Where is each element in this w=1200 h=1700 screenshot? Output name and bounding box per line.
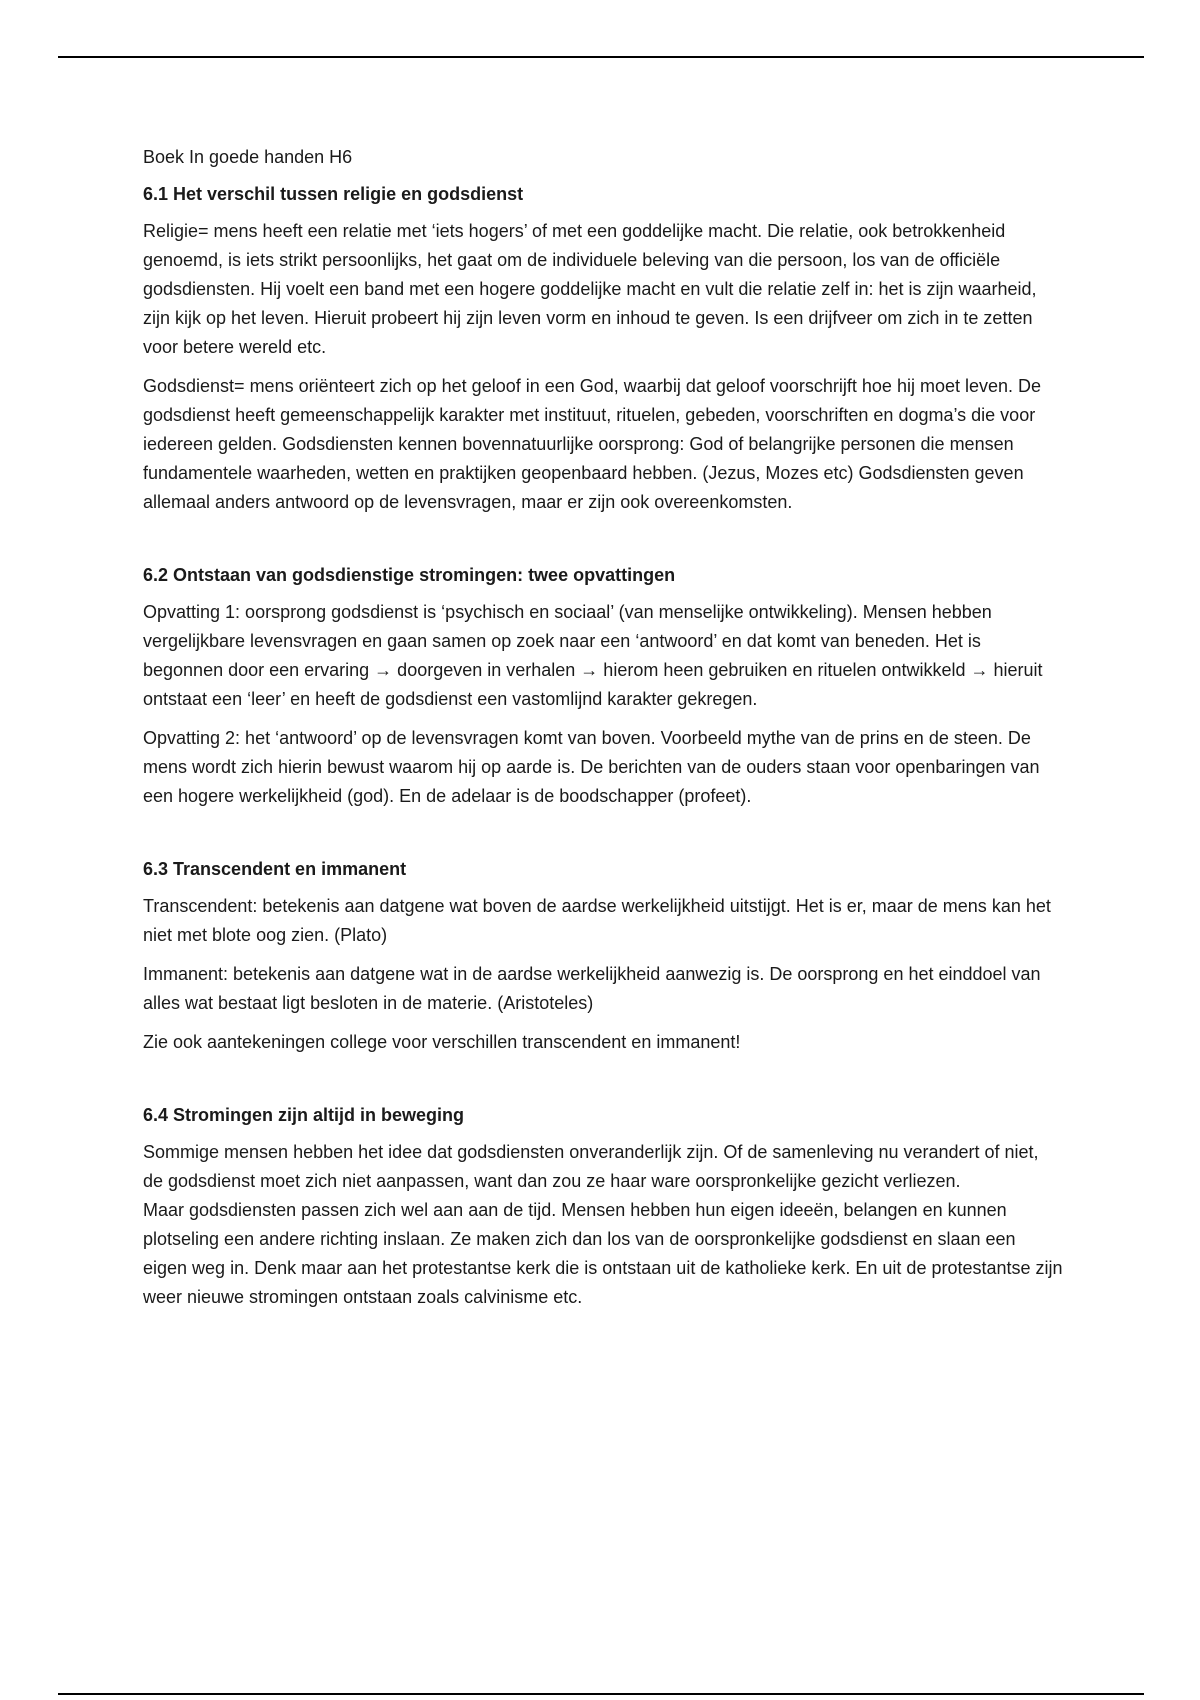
paragraph-aanpassen: Maar godsdiensten passen zich wel aan aan de tijd. Mensen hebben hun eigen ideeën, belangen en kunnen plotseling een andere richting inslaan. Ze maken zich dan los van de oorspronkelijke godsdienst en slaan een eigen weg in. Denk maar aan het protestantse kerk die is ontstaan uit de katholieke kerk. En uit de protestantse zijn weer nieuwe stromingen ontstaan zoals calvinisme etc. <box>143 1200 1063 1307</box>
section-6-3 <box>143 855 1063 1057</box>
section-heading: 6.2 Ontstaan van godsdienstige stromingen: twee opvattingen <box>143 565 676 585</box>
paragraph-godsdienst: Godsdienst= mens oriënteert zich op het geloof in een God, waarbij dat geloof voorschrijft hoe hij moet leven. De godsdienst heeft gemeenschappelijk karakter met instituut, rituelen, gebeden, voorschriften en dogma’s die voor iedereen gelden. Godsdiensten kennen bovennatuurlijke oorsprong: God of belangrijke personen die mensen fundamentele waarheden, wetten en praktijken geopenbaard hebben. (Jezus, Mozes etc) Godsdiensten geven allemaal anders antwoord op de levensvragen, maar er zijn ook overeenkomsten. <box>143 376 1042 512</box>
page-bottom-rule <box>58 1693 1144 1695</box>
paragraph-immanent: Immanent: betekenis aan datgene wat in de aardse werkelijkheid aanwezig is. De oorsprong en het einddoel van alles wat bestaat ligt besloten in de materie. (Aristoteles) <box>143 964 1041 1013</box>
section-6-2 <box>143 561 1063 811</box>
paragraph-opvatting-1: Opvatting 1: oorsprong godsdienst is ‘psychisch en sociaal’ (van menselijke ontwikkeling). Mensen hebben vergelijkbare levensvragen en gaan samen op zoek naar een ‘antwoord’ en dat komt van beneden. Het is begonnen door een ervaring → doorgeven in verhalen → hierom heen gebruiken en rituelen ontwikkeld → hieruit ontstaat een ‘leer’ en heeft de godsdienst een vastomlijnd karakter gekregen. <box>143 602 1043 709</box>
section-6-4 <box>143 1101 1063 1312</box>
paragraph-onveranderlijk: Sommige mensen hebben het idee dat godsdiensten onveranderlijk zijn. Of de samenleving nu verandert of niet, de godsdienst moet zich niet aanpassen, want dan zou ze haar ware oorspronkelijke gezicht verliezen. <box>143 1142 1039 1191</box>
paragraph-religie: Religie= mens heeft een relatie met ‘iets hogers’ of met een goddelijke macht. Die relatie, ook betrokkenheid genoemd, is iets strikt persoonlijks, het gaat om de individuele beleving van die persoon, los van de officiële godsdiensten. Hij voelt een band met een hogere goddelijke macht en vult die relatie zelf in: het is zijn waarheid, zijn kijk op het leven. Hieruit probeert hij zijn leven vorm en inhoud te geven. Is een drijfveer om zich in te zetten voor betere wereld etc. <box>143 221 1037 357</box>
paragraph-note: Zie ook aantekeningen college voor verschillen transcendent en immanent! <box>143 1032 741 1052</box>
document-title: Boek In goede handen H6 <box>143 147 353 167</box>
section-heading: 6.3 Transcendent en immanent <box>143 859 407 879</box>
page-top-rule <box>58 56 1144 58</box>
section-6-1 <box>143 180 1063 517</box>
section-heading: 6.1 Het verschil tussen religie en godsdienst <box>143 184 524 204</box>
document-body <box>143 143 1063 1322</box>
paragraph-opvatting-2: Opvatting 2: het ‘antwoord’ op de levensvragen komt van boven. Voorbeeld mythe van de prins en de steen. De mens wordt zich hierin bewust waarom hij op aarde is. De berichten van de ouders staan voor openbaringen van een hogere werkelijkheid (god). En de adelaar is de boodschapper (profeet). <box>143 728 1040 806</box>
paragraph-transcendent: Transcendent: betekenis aan datgene wat boven de aardse werkelijkheid uitstijgt. Het is er, maar de mens kan het niet met blote oog zien. (Plato) <box>143 896 1051 945</box>
section-heading: 6.4 Stromingen zijn altijd in beweging <box>143 1105 465 1125</box>
